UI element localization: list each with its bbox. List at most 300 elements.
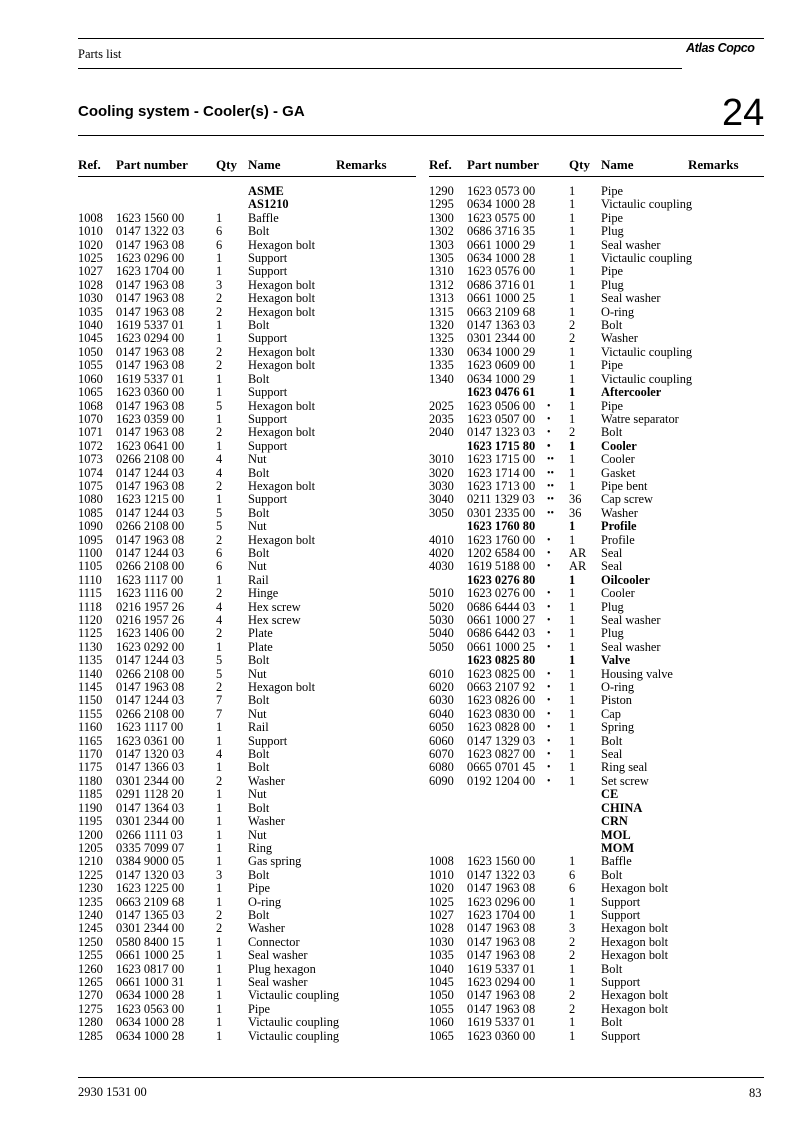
qty-cell: 7 [216,706,223,721]
ref-cell: 1080 [78,492,103,507]
part-number-cell: 0147 1244 03 [116,465,185,480]
ref-cell: 1074 [78,465,103,480]
part-number-cell: 1623 0828 00 [467,720,536,735]
ref-cell: 1275 [78,1001,103,1016]
name-cell: Rail [248,720,269,735]
part-number-cell: 1623 1715 80 [467,438,536,453]
qty-cell: 1 [216,318,223,333]
qty-cell: 3 [569,921,576,936]
table-row [429,1030,764,1043]
name-cell: Hexagon bolt [248,425,316,440]
part-number-cell: 0634 1000 28 [116,988,185,1003]
name-cell: Profile [601,519,637,534]
ref-cell: 4010 [429,532,454,547]
ref-cell: 1075 [78,478,103,493]
name-cell: Ring [248,840,273,855]
name-cell: Rail [248,572,269,587]
table-row [78,627,416,640]
part-number-cell: 1623 1704 00 [116,264,185,279]
ref-cell: 1230 [78,881,103,896]
table-row [429,855,764,868]
name-cell: Plug [601,626,624,641]
part-number-cell: 0147 1963 08 [116,532,185,547]
table-row [429,373,764,386]
part-number-cell: 1623 0830 00 [467,706,536,721]
name-cell: Plug [601,277,624,292]
name-cell: Seal [601,545,623,560]
qty-cell: 1 [569,304,576,319]
name-cell: Baffle [248,210,279,225]
name-cell: Baffle [601,854,632,869]
qty-cell: 2 [569,1001,576,1016]
name-cell: Support [248,492,288,507]
left-parts-table [78,185,416,1043]
table-row [78,1030,416,1043]
ref-cell: 1070 [78,411,103,426]
table-row [78,359,416,372]
part-number-cell: 0301 2335 00 [467,505,536,520]
ref-cell: 1025 [429,894,454,909]
name-cell: Hex screw [248,613,301,627]
name-cell: Cooler [601,438,637,453]
part-number-cell: 0147 1963 08 [467,881,536,896]
name-cell: Hinge [248,586,279,601]
ref-cell: 1065 [78,385,103,400]
part-number-cell: 0147 1320 03 [116,867,185,882]
part-number-cell: 0147 1963 08 [467,934,536,949]
part-number-cell: 0147 1244 03 [116,653,185,668]
right-parts-table [429,185,764,1043]
ref-cell: 1325 [429,331,454,346]
qty-cell: 6 [569,867,576,882]
qty-cell: 1 [216,760,223,775]
part-number-cell: 0147 1963 08 [116,398,185,413]
section-title: Cooling system - Cooler(s) - GA [78,103,305,120]
qty-cell: 4 [216,599,223,614]
table-row [78,493,416,506]
table-row [78,936,416,949]
table-row [429,963,764,976]
qty-cell: 1 [569,680,576,695]
table-row [78,761,416,774]
qty-cell: 1 [569,358,576,373]
level-marker: • [547,413,551,425]
name-cell: Victaulic coupling [248,1028,340,1043]
table-row [429,212,764,225]
name-cell: Hexagon bolt [248,291,316,306]
part-number-cell: 1623 1760 00 [467,532,536,547]
ref-cell: 3030 [429,478,454,493]
table-row [429,614,764,627]
table-row [78,547,416,560]
table-row [429,292,764,305]
qty-cell: 4 [216,747,223,762]
qty-cell: 2 [569,318,576,333]
table-row [78,574,416,587]
level-marker: • [547,440,551,452]
table-row [429,601,764,614]
qty-cell: 1 [569,747,576,762]
level-marker: •• [547,454,555,466]
name-cell: O-ring [248,894,282,909]
name-cell: Support [248,733,288,748]
table-row [429,896,764,909]
ref-cell: 1020 [429,881,454,896]
qty-cell: 1 [216,264,223,279]
part-number-cell: 0216 1957 26 [116,599,185,614]
part-number-cell: 0686 6442 03 [467,626,536,641]
table-row [78,346,416,359]
table-row [78,896,416,909]
ref-cell: 1270 [78,988,103,1003]
ref-cell: 1185 [78,787,103,802]
name-cell: Hexagon bolt [248,344,316,359]
table-row [429,802,764,815]
ref-cell: 3050 [429,505,454,520]
table-row [78,963,416,976]
table-row [429,627,764,640]
part-number-cell: 0147 1322 03 [116,224,185,239]
table-row [78,534,416,547]
ref-cell: 5050 [429,639,454,654]
ref-cell: 1160 [78,720,103,735]
qty-cell: 4 [216,465,223,480]
qty-cell: 1 [569,586,576,601]
part-number-cell: 0147 1963 08 [116,425,185,440]
name-cell: Bolt [248,760,270,775]
name-cell: Bolt [248,545,270,560]
qty-cell: 2 [569,948,576,963]
qty-cell: 1 [216,948,223,963]
ref-cell: 1071 [78,425,103,440]
name-cell: Support [601,894,641,909]
qty-cell: 5 [216,398,223,413]
level-marker: • [547,762,551,774]
part-number-cell: 1623 1560 00 [467,854,536,869]
table-row [78,279,416,292]
name-cell: Support [248,331,288,346]
name-cell: Bolt [248,505,270,520]
part-number-cell: 0147 1963 08 [116,304,185,319]
part-number-cell: 1623 0476 61 [467,385,536,400]
table-row [78,507,416,520]
table-row [78,641,416,654]
level-marker: • [547,641,551,653]
ref-cell: 6070 [429,747,454,762]
name-cell: Victaulic coupling [248,1015,340,1030]
name-cell: CE [601,787,619,802]
qty-cell: 36 [569,505,582,520]
level-marker: • [547,695,551,707]
qty-cell: 1 [569,773,576,788]
part-number-cell: 0147 1963 08 [467,988,536,1003]
part-number-cell: 1623 0826 00 [467,693,536,708]
ref-cell: 1260 [78,961,103,976]
qty-cell: 6 [216,545,223,560]
part-number-cell: 1623 0276 80 [467,572,536,587]
part-number-cell: 0301 2344 00 [116,814,185,829]
part-number-cell: 0661 1000 25 [116,948,185,963]
name-cell: Hexagon bolt [601,934,669,949]
qty-cell: 1 [569,613,576,627]
table-row [78,319,416,332]
name-cell: O-ring [601,680,635,695]
ref-cell: 2035 [429,411,454,426]
name-cell: Valve [601,653,631,668]
table-row [429,198,764,211]
part-number-cell: 1619 5337 01 [116,371,185,386]
qty-cell: 5 [216,519,223,534]
name-cell: Nut [248,452,267,467]
ref-cell: 5020 [429,599,454,614]
qty-cell: 2 [216,425,223,440]
part-number-cell: 0147 1963 08 [467,921,536,936]
name-cell: Oilcooler [601,572,650,587]
ref-cell: 1072 [78,438,103,453]
qty-cell: 1 [569,854,576,869]
ref-cell: 3040 [429,492,454,507]
name-cell: Bolt [248,747,270,762]
part-number-cell: 1623 0573 00 [467,184,536,198]
table-row [429,989,764,1002]
ref-cell: 1045 [78,331,103,346]
level-marker: • [547,588,551,600]
name-cell: Gas spring [248,854,302,869]
table-row [78,748,416,761]
ref-cell: 1008 [429,854,454,869]
footer-document-number: 2930 1531 00 [78,1085,147,1099]
ref-cell: 1313 [429,291,454,306]
level-marker: •• [547,467,555,479]
part-number-cell: 0634 1000 29 [467,344,536,359]
name-cell: Seal [601,559,623,574]
name-cell: Watre separator [601,411,679,426]
qty-cell: 1 [216,1001,223,1016]
qty-cell: 1 [569,639,576,654]
level-marker: •• [547,507,555,519]
table-row [78,694,416,707]
table-row [78,855,416,868]
ref-cell: 1125 [78,626,103,641]
table-row [429,721,764,734]
name-cell: Bolt [601,318,623,333]
name-cell: Connector [248,934,300,949]
ref-cell: 1310 [429,264,454,279]
qty-cell: 1 [569,411,576,426]
table-row [429,306,764,319]
ref-cell: 4020 [429,545,454,560]
qty-cell: 1 [569,398,576,413]
qty-cell: 1 [216,733,223,748]
table-row [78,520,416,533]
qty-cell: 1 [216,961,223,976]
part-number-cell: 1623 1760 80 [467,519,536,534]
table-row [429,252,764,265]
left-col-ref-header: Ref. [78,157,101,172]
part-number-cell: 1623 0609 00 [467,358,536,373]
name-cell: Support [248,385,288,400]
name-cell: Spring [601,720,635,735]
qty-cell: AR [569,559,587,574]
qty-cell: 1 [216,1028,223,1043]
part-number-cell: 1623 1225 00 [116,881,185,896]
name-cell: Bolt [601,961,623,976]
name-cell: Set screw [601,773,649,788]
ref-cell: 1335 [429,358,454,373]
qty-cell: 5 [216,666,223,681]
part-number-cell: 1623 0276 00 [467,586,536,601]
ref-cell: 1315 [429,304,454,319]
name-cell: Ring seal [601,760,648,775]
qty-cell: 1 [569,720,576,735]
ref-cell: 1175 [78,760,103,775]
ref-cell: 1025 [78,251,103,266]
ref-cell: 1210 [78,854,103,869]
ref-cell: 1205 [78,840,103,855]
part-number-cell: 0147 1329 03 [467,733,536,748]
name-cell: Pipe [248,881,271,896]
part-number-cell: 0147 1963 08 [467,948,536,963]
part-number-cell: 0634 1000 28 [467,251,536,266]
qty-cell: 1 [216,1015,223,1030]
ref-cell: 6040 [429,706,454,721]
qty-cell: 1 [569,907,576,922]
name-cell: Seal washer [248,974,308,989]
table-row [78,842,416,855]
table-row [78,909,416,922]
part-number-cell: 1623 1215 00 [116,492,185,507]
name-cell: Pipe [601,264,624,279]
right-header-rule [429,176,764,177]
name-cell: Bolt [248,318,270,333]
ref-cell: 1115 [78,586,102,601]
table-row [429,829,764,842]
qty-cell: 1 [569,532,576,547]
name-cell: Plate [248,626,273,641]
part-number-cell: 0291 1128 20 [116,787,184,802]
name-cell: Washer [601,331,638,346]
name-cell: Hexagon bolt [248,277,316,292]
qty-cell: 2 [216,304,223,319]
qty-cell: 4 [216,613,223,627]
qty-cell: 1 [569,653,576,668]
part-number-cell: 0147 1244 03 [116,693,185,708]
ref-cell: 6080 [429,760,454,775]
header-top-rule [78,38,764,39]
part-number-cell: 1623 1713 00 [467,478,536,493]
part-number-cell: 0335 7099 07 [116,840,185,855]
part-number-cell: 1623 1715 00 [467,452,536,467]
ref-cell: 1225 [78,867,103,882]
ref-cell: 1010 [429,867,454,882]
ref-cell: 2025 [429,398,454,413]
qty-cell: 1 [569,626,576,641]
name-cell: Washer [248,773,285,788]
table-row [429,949,764,962]
part-number-cell: 0216 1957 26 [116,613,185,627]
part-number-cell: 1623 0294 00 [116,331,185,346]
part-number-cell: 0147 1963 08 [467,1001,536,1016]
table-row [429,279,764,292]
table-row [78,467,416,480]
table-row [78,386,416,399]
qty-cell: 1 [216,572,223,587]
name-cell: Plug hexagon [248,961,316,976]
name-cell: Bolt [248,907,270,922]
ref-cell: 1027 [429,907,454,922]
ref-cell: 6050 [429,720,454,735]
table-row [429,761,764,774]
qty-cell: 3 [216,867,223,882]
name-cell: Victaulic coupling [601,197,693,212]
part-number-cell: 1623 0817 00 [116,961,185,976]
name-cell: Bolt [601,1015,623,1030]
table-row [78,976,416,989]
ref-cell: 1170 [78,747,103,762]
ref-cell: 4030 [429,559,454,574]
part-number-cell: 0301 2344 00 [116,773,185,788]
qty-cell: 1 [216,492,223,507]
qty-cell: 1 [569,894,576,909]
qty-cell: 1 [216,881,223,896]
qty-cell: 1 [569,277,576,292]
name-cell: O-ring [601,304,635,319]
table-row [78,1003,416,1016]
table-row [429,748,764,761]
table-row [429,1003,764,1016]
qty-cell: 6 [216,224,223,239]
name-cell: MOM [601,840,635,855]
ref-cell: 1190 [78,800,103,815]
part-number-cell: 1623 0641 00 [116,438,185,453]
name-cell: Cooler [601,586,635,601]
ref-cell: 1265 [78,974,103,989]
ref-cell: 1030 [429,934,454,949]
name-cell: Cooler [601,452,635,467]
name-cell: Pipe [601,210,624,225]
table-row [429,346,764,359]
qty-cell: AR [569,545,587,560]
name-cell: Hexagon bolt [248,304,316,319]
table-row [429,225,764,238]
ref-cell: 1280 [78,1015,103,1030]
qty-cell: 6 [216,559,223,574]
ref-cell: 1245 [78,921,103,936]
ref-cell: 1295 [429,197,454,212]
name-cell: Hexagon bolt [601,881,669,896]
ref-cell: 1035 [429,948,454,963]
part-number-cell: 0266 1111 03 [116,827,183,842]
name-cell: Hexagon bolt [248,398,316,413]
table-row [429,641,764,654]
part-number-cell: 0266 2108 00 [116,559,185,574]
ref-cell: 1250 [78,934,103,949]
qty-cell: 5 [216,505,223,520]
table-row [429,587,764,600]
part-number-cell: 1623 0575 00 [467,210,536,225]
ref-cell: 1060 [78,371,103,386]
qty-cell: 1 [569,666,576,681]
part-number-cell: 0686 6444 03 [467,599,536,614]
table-row [429,413,764,426]
table-row [78,332,416,345]
qty-cell: 1 [569,264,576,279]
ref-cell: 1145 [78,680,103,695]
ref-cell: 1195 [78,814,103,829]
part-number-cell: 0147 1364 03 [116,800,185,815]
table-row [78,922,416,935]
ref-cell: 1130 [78,639,103,654]
